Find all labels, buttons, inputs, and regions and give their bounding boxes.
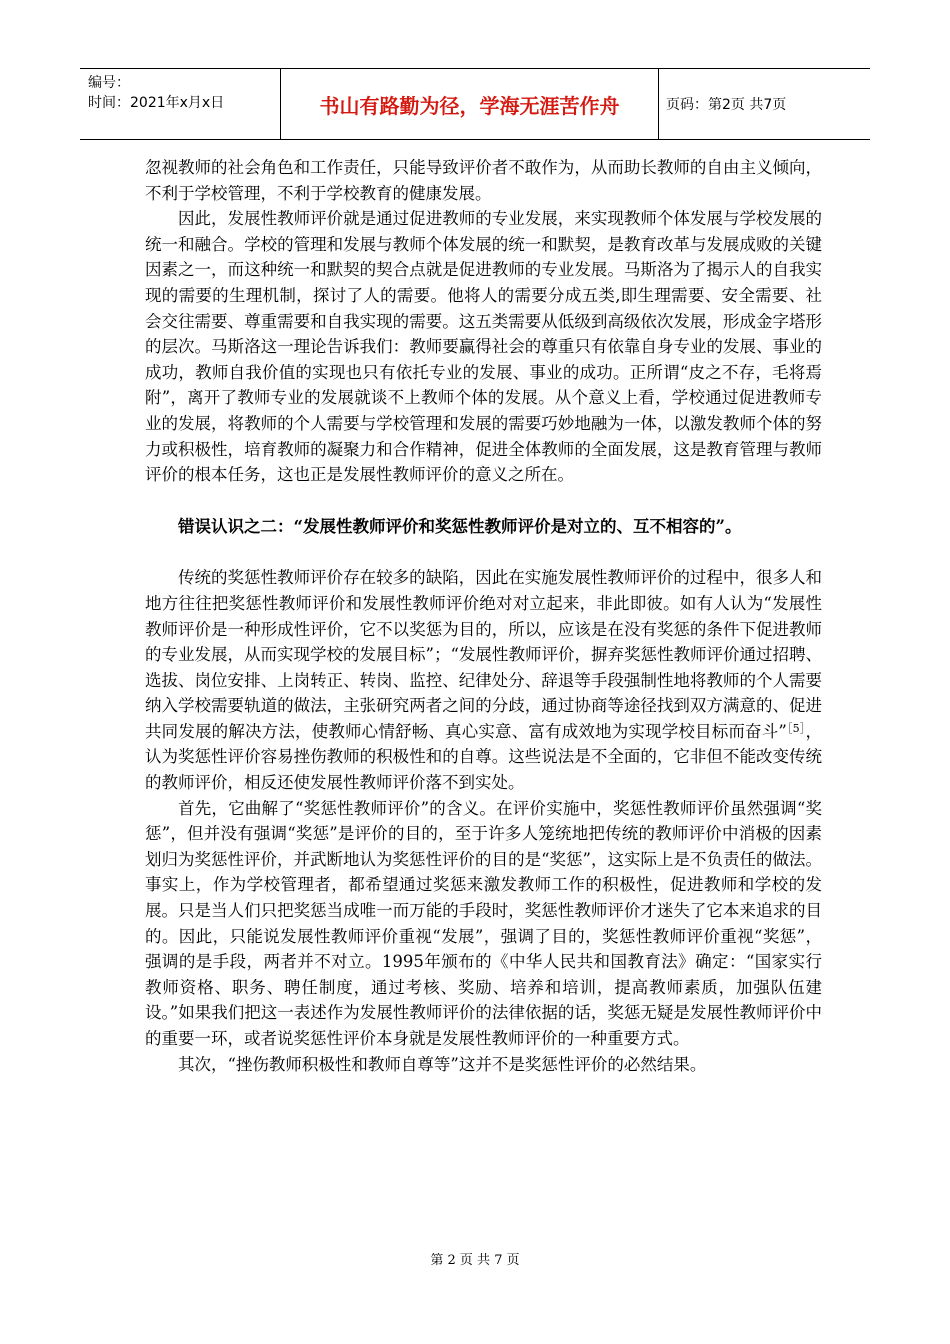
- header-divider: [658, 69, 659, 139]
- paragraph: 忽视教师的社会角色和工作责任，只能导致评价者不敢作为，从而助长教师的自由主义倾向，不利于学校管理，不利于学校教育的健康发展。: [145, 158, 822, 203]
- header-motto: 书山有路勤为径，学海无涯苦作舟: [319, 93, 620, 118]
- document-number-label: 编号：: [88, 75, 130, 91]
- document-time-label: 时间：2021年x月x日: [88, 95, 225, 111]
- paragraph: 其次，“挫伤教师积极性和教师自尊等”这并不是奖惩性评价的必然结果。: [178, 1054, 707, 1074]
- paragraph: [145, 565, 822, 795]
- header-meta: [88, 73, 224, 113]
- header-page-info: 页码：第2页 共7页: [666, 97, 787, 113]
- paragraph-text: ，认为奖惩性评价容易挫伤教师的积极性和的自尊。这些说法是不全面的，它非但不能改变传统的教师评价，相反还使发展性教师评价落不到实处。: [145, 721, 822, 793]
- paragraph: 因此，发展性教师评价就是通过促进教师的专业发展，来实现教师个体发展与学校发展的统一和融合。学校的管理和发展与教师个体发展的统一和默契，是教育改革与发展成败的关键因素之一，而这种统一和默契的契合点就是促进教师的专业发展。马斯洛为了揭示人的自我实现的需要的生理机制，探讨了人的需要。他将人的需要分成五类,即生理需要、安全需要、社会交往需要、尊重需要和自我实现的需要。这五类需要从低级到高级依次发展，形成金字塔形的层次。马斯洛这一理论告诉我们：教师要赢得社会的尊重只有依靠自身专业的发展、事业的成功，教师自我价值的实现也只有依托专业的发展、事业的成功。正所谓“皮之不存，毛将焉附”，离开了教师专业的发展就谈不上教师个体的发展。从个意义上看，学校通过促进教师专业的发展，将教师的个人需要与学校管理和发展的需要巧妙地融为一体，以激发教师个体的努力或积极性，培育教师的凝聚力和合作精神，促进全体教师的全面发展，这是教育管理与教师评价的根本任务，这也正是发展性教师评价的意义之所在。: [145, 209, 822, 485]
- page-header: [80, 68, 870, 140]
- citation-reference: ［5］: [786, 721, 806, 735]
- paragraph-text: 传统的奖惩性教师评价存在较多的缺陷，因此在实施发展性教师评价的过程中，很多人和地方往往把奖惩性教师评价和发展性教师评价绝对对立起来，非此即彼。如有人认为“发展性教师评价是一种形成性评价，它不以奖惩为目的，所以，应该是在没有奖惩的条件下促进教师的专业发展，从而实现学校的发展目标”；“发展性教师评价，摒弃奖惩性教师评价通过招聘、选拔、岗位安排、上岗转正、转岗、监控、纪律处分、辞退等手段强制性地将教师的个人需要纳入学校需要轨道的做法，主张研究两者之间的分歧，通过协商等途径找到双方满意的、促进共同发展的解决方法，使教师心情舒畅、真心实意、富有成效地为实现学校目标而奋斗”: [145, 568, 822, 741]
- document-body: [145, 155, 822, 1077]
- page-footer: 第 2 页 共 7 页: [430, 1253, 520, 1268]
- paragraph: 首先，它曲解了“奖惩性教师评价”的含义。在评价实施中，奖惩性教师评价虽然强调“奖惩”，但并没有强调“奖惩”是评价的目的，至于许多人笼统地把传统的教师评价中消极的因素划归为奖惩性评价，并武断地认为奖惩性评价的目的是“奖惩”，这实际上是不负责任的做法。事实上，作为学校管理者，都希望通过奖惩来激发教师工作的积极性，促进教师和学校的发展。只是当人们只把奖惩当成唯一而万能的手段时，奖惩性教师评价才迷失了它本来追求的目的。因此，只能说发展性教师评价重视“发展”，强调了目的，奖惩性教师评价重视“奖惩”，强调的是手段，两者并不对立。1995年颁布的《中华人民共和国教育法》确定：“国家实行教师资格、职务、聘任制度，通过考核、奖励、培养和培训，提高教师素质，加强队伍建设。”如果我们把这一表述作为发展性教师评价的法律依据的话，奖惩无疑是发展性教师评价中的重要一环，或者说奖惩性评价本身就是发展性教师评价的一种重要方式。: [145, 798, 822, 1048]
- section-heading: 错误认识之二：“发展性教师评价和奖惩性教师评价是对立的、互不相容的”。: [178, 516, 742, 536]
